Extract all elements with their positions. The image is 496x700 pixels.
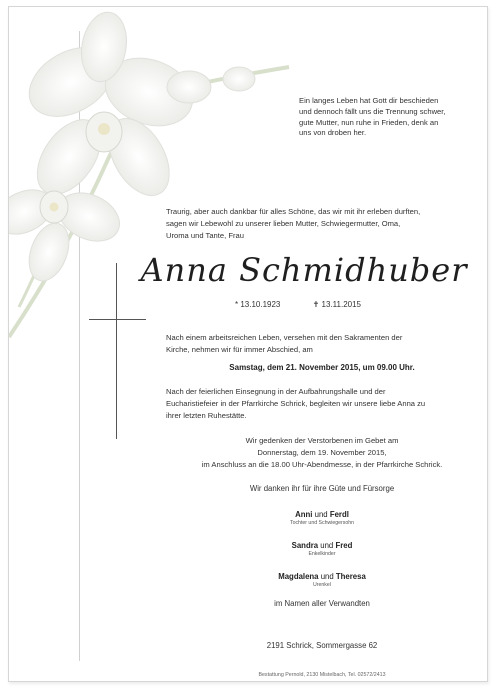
deceased-name: Anna Schmidhuber [140, 251, 468, 289]
family-names [166, 572, 478, 581]
orchid-flower-large [17, 9, 202, 206]
prayer-line: Donnerstag, dem 19. November 2015, [257, 447, 387, 457]
burial-info [166, 386, 478, 421]
cross-symbol-icon: ✝ [312, 300, 320, 309]
quote-line: und dennoch fällt uns die Trennung schwer, [299, 106, 446, 116]
family-names [166, 541, 478, 550]
birth-date: * 13.10.1923 [235, 300, 281, 309]
orchid-illustration [9, 7, 309, 367]
funeral-home-footer: Bestattung Pernold, 2130 Mistelbach, Tel. 02572/2413 [258, 672, 386, 678]
family-role: Tochter und Schwiegersohn [289, 520, 355, 526]
intro-line: Uroma und Tante, Frau [166, 231, 244, 240]
burial-line: Eucharistiefeier in der Pfarrkirche Schrick, begleiten wir unsere liebe Anna zu [166, 398, 426, 408]
family-joiner: und [320, 541, 334, 550]
quote-line: Ein langes Leben hat Gott dir beschieden [299, 96, 439, 105]
family-joiner: und [320, 572, 334, 581]
notice-line: Kirche, nehmen wir für immer Abschied, am [166, 344, 313, 354]
family-entry [166, 572, 478, 588]
notice-line: Nach einem arbeitsreichen Leben, versehen mit den Sakramenten der [166, 333, 403, 342]
family-second-name: Ferdl [329, 510, 349, 519]
prayer-line: Wir gedenken der Verstorbenen im Gebet am [245, 436, 399, 445]
obituary-card [8, 6, 488, 682]
family-role: Enkelkinder [308, 551, 336, 557]
prayer-line: im Anschluss an die 18.00 Uhr-Abendmesse, in der Pfarrkirche Schrick. [201, 459, 443, 469]
death-date-group [313, 300, 361, 309]
cross-icon-horizontal [89, 319, 146, 320]
family-entry [166, 510, 478, 526]
intro-line: Traurig, aber auch dankbar für alles Schöne, das wir mit ihr erleben durften, [166, 207, 421, 216]
life-dates [235, 300, 435, 309]
cross-icon-vertical [116, 263, 117, 439]
family-first-name: Anni [295, 510, 313, 519]
orchid-flower-side [167, 67, 255, 103]
intro-text [166, 206, 476, 242]
family-first-name: Sandra [291, 541, 319, 550]
quote-line: gute Mutter, nun ruhe in Frieden, denk an [299, 117, 439, 127]
family-names [166, 510, 478, 519]
intro-line: sagen wir Lebewohl zu unserer lieben Mutter, Schwiegermutter, Oma, [166, 219, 401, 228]
thanks-text: Wir danken ihr für ihre Güte und Fürsorge [249, 484, 395, 493]
prayer-info [166, 435, 478, 470]
family-first-name: Magdalena [278, 572, 319, 581]
family-second-name: Fred [335, 541, 353, 550]
family-entry [166, 541, 478, 557]
family-role: Urenkel [313, 582, 331, 588]
service-date: Samstag, dem 21. November 2015, um 09.00 Uhr. [229, 363, 415, 372]
death-date: 13.11.2015 [321, 300, 361, 309]
family-joiner: und [314, 510, 328, 519]
death-notice [166, 332, 478, 356]
family-second-name: Theresa [335, 572, 366, 581]
burial-line: Nach der feierlichen Einsegnung in der Aufbahrungshalle und der [166, 387, 386, 396]
address: 2191 Schrick, Sommergasse 62 [266, 641, 378, 650]
quote-verse [299, 96, 479, 139]
burial-line: ihrer letzten Ruhestätte. [166, 410, 247, 420]
relatives-text: im Namen aller Verwandten [274, 599, 370, 608]
orchid-flower-small [9, 181, 127, 286]
quote-line: uns von droben her. [299, 128, 367, 138]
